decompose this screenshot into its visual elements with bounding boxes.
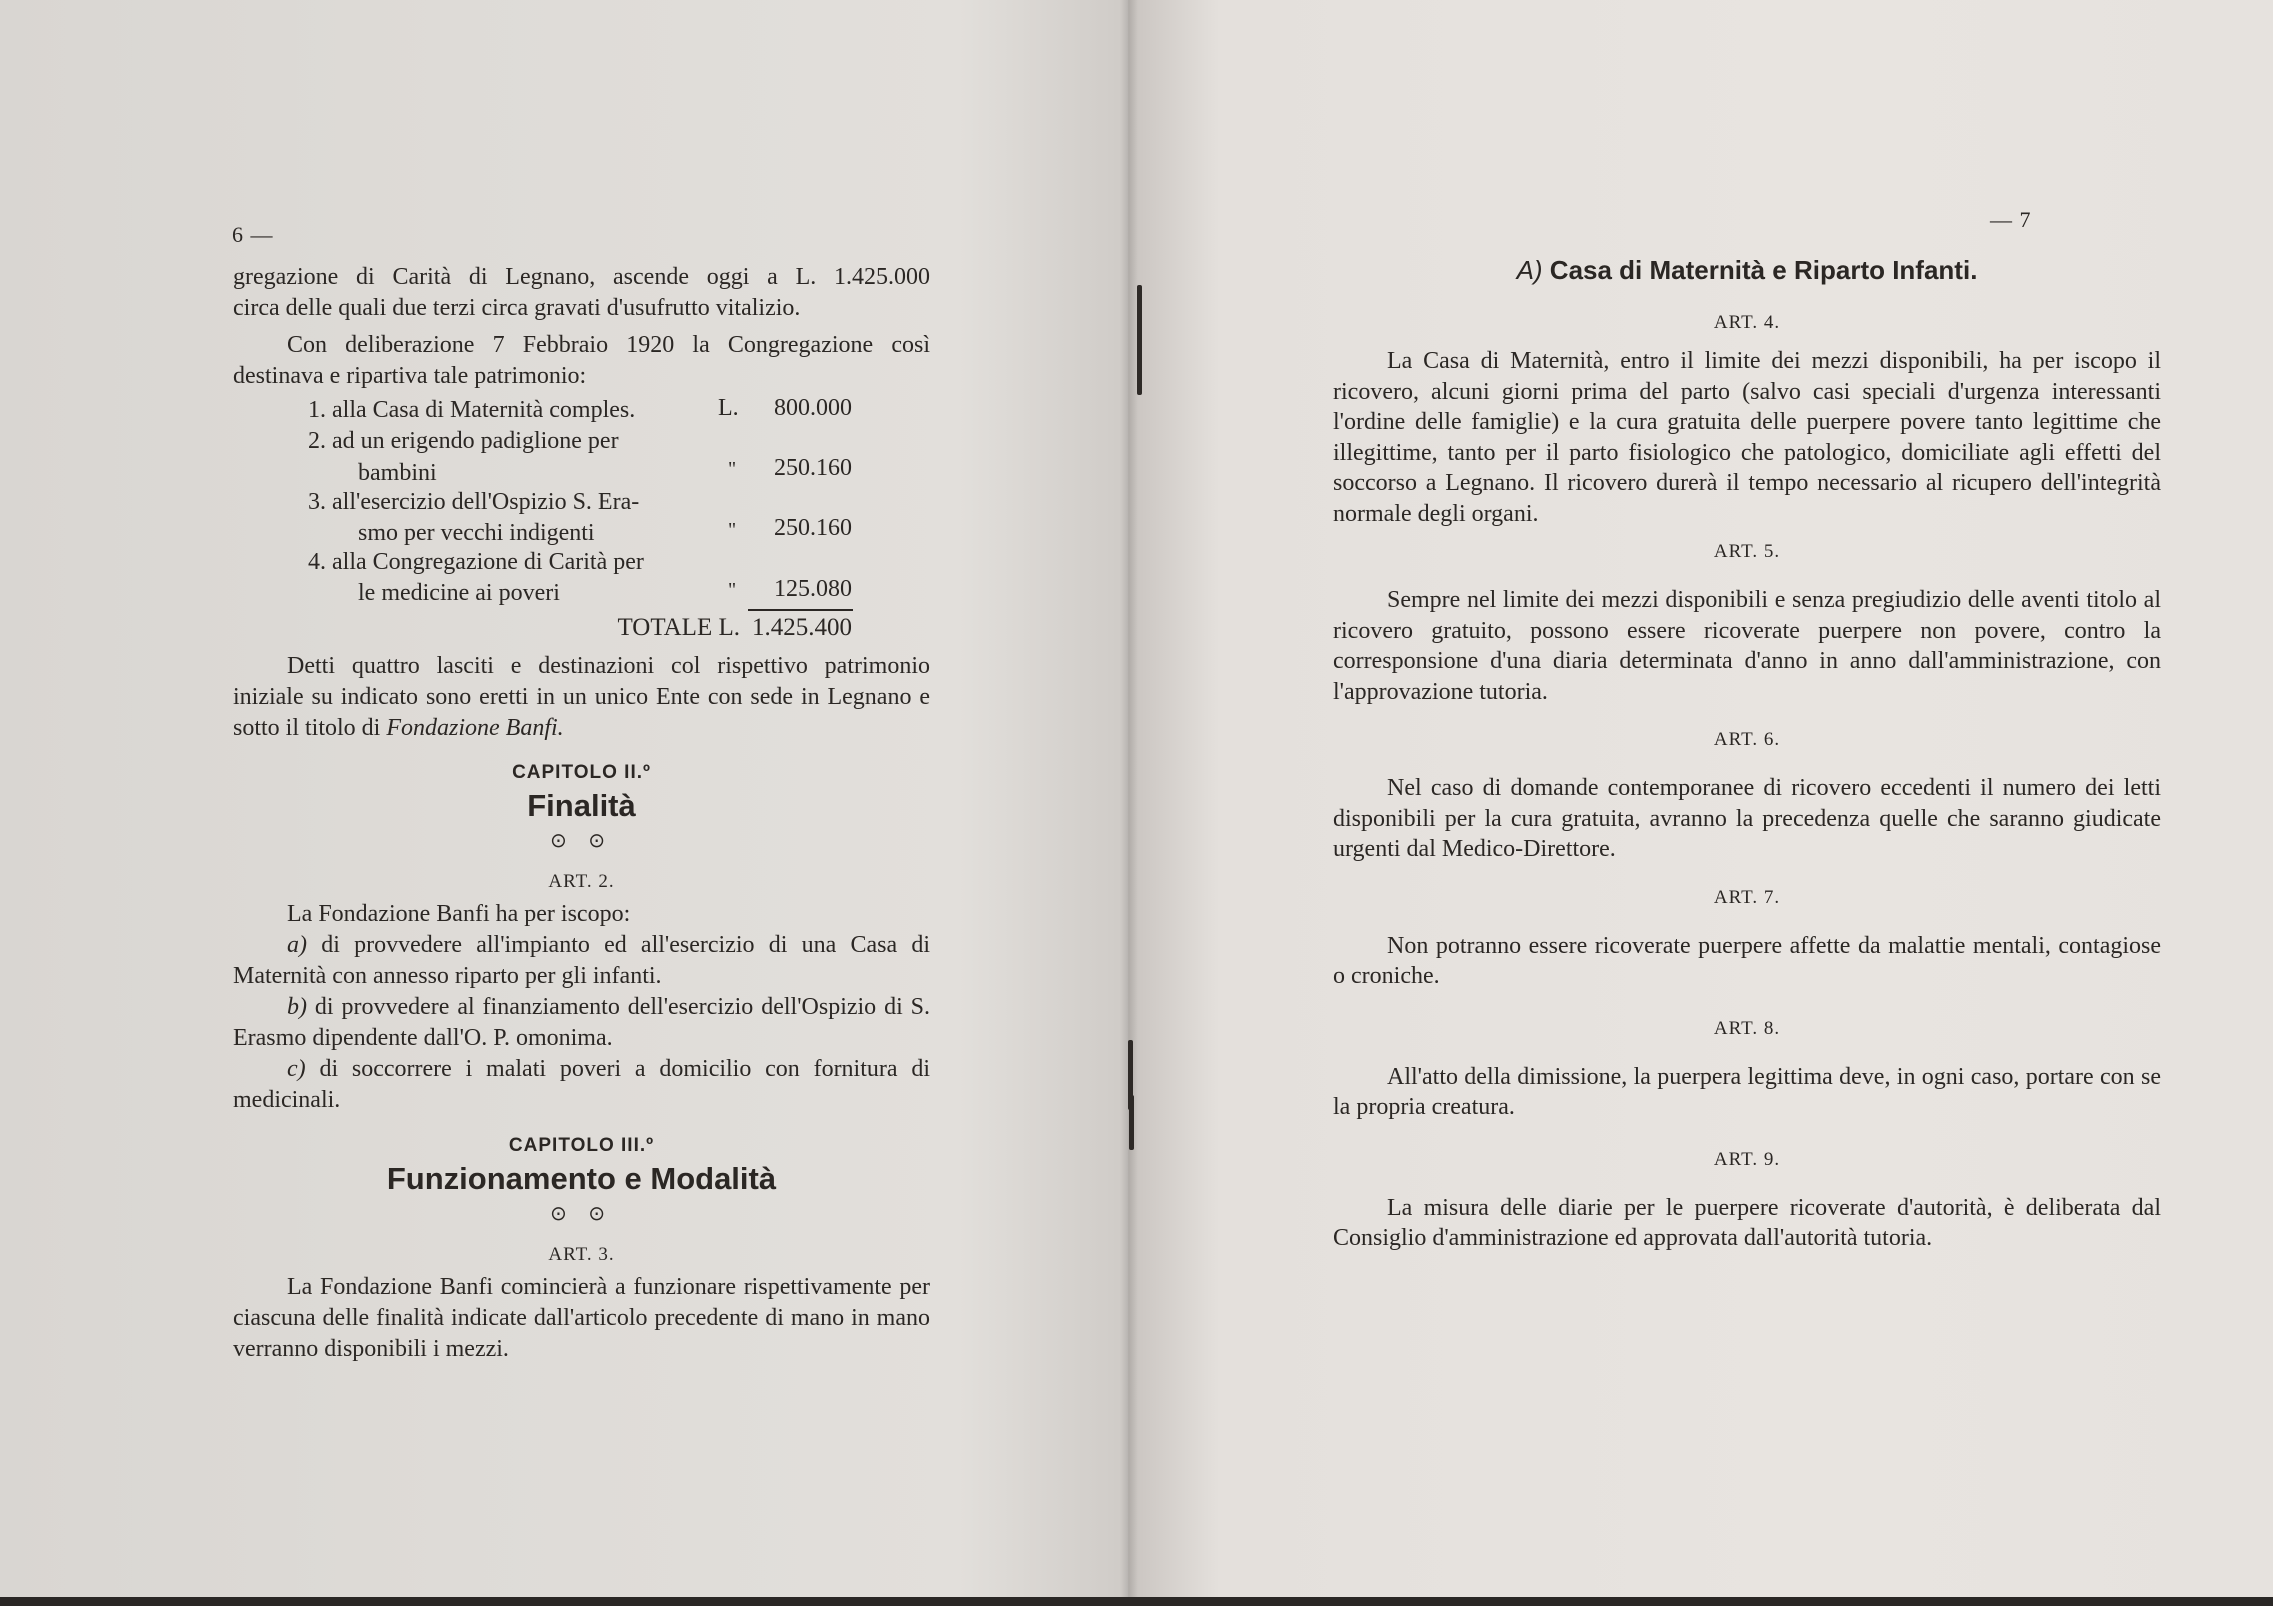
binding-stitch-top bbox=[1137, 285, 1142, 395]
art-9-text: La misura delle diarie per le puerpere ricoverate d'autorità, è deliberata dal Consiglio d'amministrazione ed approvata dall'autorità tutoria. bbox=[1333, 1194, 2161, 1251]
art-7-label: ART. 7. bbox=[1713, 886, 1781, 908]
art-2-item-b: b) di provvedere al finanziamento dell'esercizio dell'Ospizio di S. Erasmo dipendente dall'O. P. omonima. bbox=[233, 994, 930, 1051]
chapter-3-label: CAPITOLO III.º bbox=[508, 1135, 655, 1156]
intro-line-2: circa delle quali due terzi circa gravati d'usufrutto vitalizio. bbox=[233, 295, 801, 321]
art-3-label: ART. 3. bbox=[548, 1244, 615, 1265]
allocation-item-3: 3. all'esercizio dell'Ospizio S. Era- bbox=[308, 489, 640, 515]
allocation-prefix-2: " bbox=[728, 458, 737, 480]
chapter-2-label: CAPITOLO II.º bbox=[512, 762, 651, 783]
chapter-2 bbox=[233, 762, 930, 1116]
intro-line-1: gregazione di Carità di Legnano, ascende oggi a L. 1.425.000 bbox=[233, 264, 930, 290]
art-2-label: ART. 2. bbox=[548, 871, 615, 892]
art-9-label: ART. 9. bbox=[1713, 1148, 1781, 1170]
right-page bbox=[1128, 0, 2273, 1597]
articles bbox=[1333, 312, 2161, 1254]
chapter-3 bbox=[233, 1135, 930, 1365]
closing-paragraph: Detti quattro lasciti e destinazioni col rispettivo patrimonio iniziale su indicato sono eretti in un unico Ente con sede in Legnano e sotto il titolo di Fondazione Banfi. bbox=[233, 653, 930, 741]
allocation-item-2-cont: bambini bbox=[358, 460, 437, 486]
total-rule bbox=[748, 609, 853, 611]
page-number-right: — 7 bbox=[1990, 207, 2032, 232]
foundation-name: Fondazione Banfi. bbox=[386, 715, 564, 741]
art-4-label: ART. 4. bbox=[1713, 312, 1781, 333]
art-6-label: ART. 6. bbox=[1713, 729, 1781, 750]
intro-block bbox=[233, 262, 930, 392]
allocation-prefix-1: L. bbox=[718, 395, 739, 421]
art-8-text: All'atto della dimissione, la puerpera legittima deve, in ogni caso, portare con se la propria creatura. bbox=[1333, 1063, 2161, 1120]
allocation-amount-3: 250.160 bbox=[774, 515, 852, 541]
ornament-icon: ⊙ ⊙ bbox=[549, 1203, 614, 1225]
art-7-text: Non potranno essere ricoverate puerpere affette da malattie mentali, contagiose o croniche. bbox=[1333, 932, 2161, 989]
closing-block bbox=[233, 651, 930, 744]
page-number-left: 6 — bbox=[232, 222, 274, 247]
chapter-2-title: Finalità bbox=[527, 788, 636, 823]
allocation-amount-2: 250.160 bbox=[774, 455, 852, 481]
art-5-label: ART. 5. bbox=[1713, 541, 1781, 562]
art-2-item-c: c) di soccorrere i malati poveri a domicilio con fornitura di medicinali. bbox=[233, 1056, 930, 1113]
art-6-text: Nel caso di domande contemporanee di ricovero eccedenti il numero dei letti disponibili per la cura gratuita, avranno la precedenza quelle che saranno giudicate urgenti dal Medico-Direttore. bbox=[1333, 775, 2161, 862]
binding-stitch-bottom-2 bbox=[1129, 1095, 1134, 1150]
left-page bbox=[0, 0, 1128, 1597]
art-3-text: La Fondazione Banfi comincierà a funzionare rispettivamente per ciascuna delle finalità indicate dall'articolo precedente di mano in mano verranno disponibili i mezzi. bbox=[233, 1274, 930, 1362]
allocation-item-4-cont: le medicine ai poveri bbox=[358, 580, 560, 606]
allocation-amount-1: 800.000 bbox=[774, 395, 852, 421]
section-a bbox=[1333, 255, 2161, 286]
art-4-text: La Casa di Maternità, entro il limite dei mezzi disponibili, ha per iscopo il ricovero, alcuni giorni prima del parto (salvo casi speciali d'urgenza interessanti l'ordine delle famiglie) e la cura gratuita delle puerpere povere tanto legittime che illegittime, tanto per il parto fisiologico che patologico, domiciliate agli effetti del soccorso a Legnano. Il ricovero durerà il tempo necessario al ricupero dell'integrità normale degli organi. bbox=[1333, 348, 2161, 527]
allocation-item-4: 4. alla Congregazione di Carità per bbox=[308, 549, 644, 575]
allocation-item-3-cont: smo per vecchi indigenti bbox=[358, 520, 595, 546]
intro-paragraph: Con deliberazione 7 Febbraio 1920 la Congregazione così destinava e ripartiva tale patrimonio: bbox=[233, 332, 930, 389]
book-gutter bbox=[1120, 0, 1138, 1597]
section-a-title: A) Casa di Maternità e Riparto Infanti. bbox=[1516, 255, 1978, 285]
allocation-item-1: 1. alla Casa di Maternità comples. bbox=[308, 397, 636, 423]
art-2-item-a: a) di provvedere all'impianto ed all'esercizio di una Casa di Maternità con annesso riparto per gli infanti. bbox=[233, 932, 930, 989]
total-label: TOTALE L. bbox=[617, 614, 740, 641]
art-5-text: Sempre nel limite dei mezzi disponibili e senza pregiudizio delle aventi titolo al ricovero gratuito, possono essere ricoverate puerpere non povere, contro la corresponsione d'una diaria determinata d'anno in anno dall'amministrazione, con l'approvazione tutoria. bbox=[1333, 587, 2161, 705]
allocation-prefix-3: " bbox=[728, 519, 737, 541]
allocation-amount-4: 125.080 bbox=[774, 576, 852, 602]
art-2-intro: La Fondazione Banfi ha per iscopo: bbox=[287, 901, 631, 927]
ornament-icon: ⊙ ⊙ bbox=[549, 830, 614, 852]
art-8-label: ART. 8. bbox=[1713, 1017, 1781, 1039]
allocation-item-2: 2. ad un erigendo padiglione per bbox=[308, 428, 619, 454]
allocation-prefix-4: " bbox=[728, 579, 737, 601]
chapter-3-title: Funzionamento e Modalità bbox=[386, 1161, 777, 1196]
total-amount: 1.425.400 bbox=[752, 614, 852, 641]
